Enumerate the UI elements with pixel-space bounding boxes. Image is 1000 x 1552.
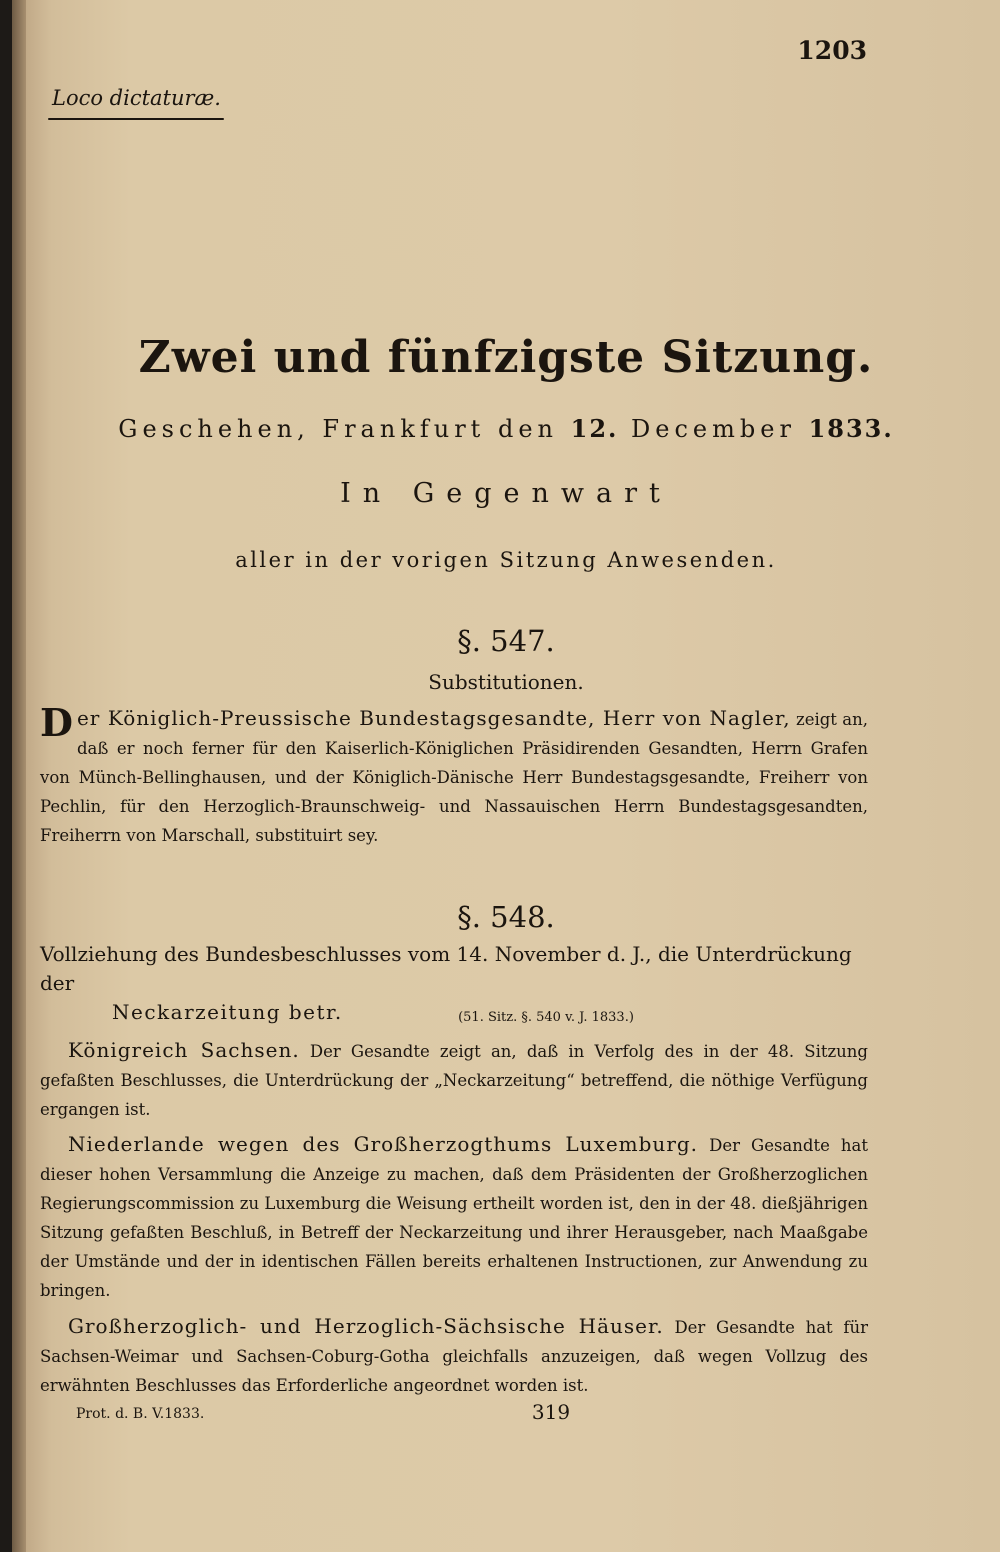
- document-page: [12, 0, 1000, 1552]
- session-date-line: [12, 414, 1000, 443]
- footer-source: Prot. d. B. V.1833.: [76, 1406, 205, 1422]
- section-548-heading: §. 548.: [457, 900, 555, 934]
- section-548-title-line2: Neckarzeitung betr.: [112, 1000, 343, 1024]
- paragraph-saxony-body: Der Gesandte zeigt an, daß in Verfolg des in der 48. Sitzung gefaßten Beschlusses, die Unterdrückung der „Neckarzeitung“ betreffend, die nöthige Verfügung ergangen ist.: [40, 1042, 868, 1119]
- section-548-title-line1: Vollziehung des Bundesbeschlusses vom 14. November d. J., die Unterdrückung der: [40, 942, 852, 995]
- date-month: December: [631, 415, 796, 443]
- paragraph-saxony: [40, 1036, 868, 1124]
- paragraph-saxony-lead: Königreich Sachsen.: [68, 1038, 300, 1062]
- section-547-lead: er Königlich-Preussische Bundestagsgesandte, Herr von Nagler,: [76, 706, 791, 730]
- footer-signature: 319: [531, 1400, 571, 1424]
- drop-cap: D: [40, 700, 73, 745]
- paragraph-netherlands-body: Der Gesandte hat dieser hohen Versammlung die Anzeige zu machen, daß dem Präsidenten der Großherzoglichen Regierungscommission zu Luxemburg die Weisung ertheilt worden ist, den in der 48. dießjährigen Sitzung gefaßten Beschluß, in Betreff der Neckarzeitung und ihrer Herausgeber, nach Maaßgabe der Umstände und der in identischen Fällen bereits erhaltenen Instructionen, zur Anwendung zu bringen.: [40, 1136, 868, 1300]
- attendance-line: aller in der vorigen Sitzung Anwesenden.: [235, 548, 777, 572]
- paragraph-saxon-houses: [40, 1312, 868, 1400]
- section-547-subheading: Substitutionen.: [428, 670, 584, 694]
- book-spine-shadow: [12, 0, 26, 1552]
- section-547-heading: §. 547.: [457, 624, 555, 658]
- page-number: 1203: [797, 36, 867, 65]
- date-prefix: Geschehen, Frankfurt den: [118, 415, 558, 443]
- marginal-note: Loco dictaturæ.: [52, 86, 221, 110]
- marginal-note-rule: [48, 118, 224, 120]
- paragraph-netherlands: [40, 1130, 868, 1305]
- paragraph-netherlands-lead: Niederlande wegen des Großherzogthums Luxemburg.: [68, 1132, 699, 1156]
- paragraph-saxon-houses-body: Der Gesandte hat für Sachsen-Weimar und Sachsen-Coburg-Gotha gleichfalls anzuzeigen, daß wegen Vollzug des erwähnten Beschlusses das Erforderliche angeordnet worden ist.: [40, 1318, 868, 1395]
- section-547-paragraph: [40, 700, 868, 850]
- paragraph-saxon-houses-lead: Großherzoglich- und Herzoglich-Sächsische Häuser.: [68, 1314, 664, 1338]
- section-547-body: zeigt an, daß er noch ferner für den Kaiserlich-Königlichen Präsidirenden Gesandten, Herrn Grafen von Münch-Bellinghausen, und der Königlich-Dänische Herr Bundestagsgesandte, Freiherr von Pechlin, für den Herzoglich-Braunschweig- und Nassauischen Herrn Bundestagsgesandten, Freiherrn von Marschall, substituirt sey.: [40, 710, 868, 845]
- date-day: 12.: [570, 414, 619, 443]
- date-year: 1833.: [808, 414, 894, 443]
- section-548-reference: (51. Sitz. §. 540 v. J. 1833.): [458, 1010, 634, 1025]
- session-title: Zwei und fünfzigste Sitzung.: [138, 332, 874, 383]
- presence-heading: In Gegenwart: [340, 478, 672, 509]
